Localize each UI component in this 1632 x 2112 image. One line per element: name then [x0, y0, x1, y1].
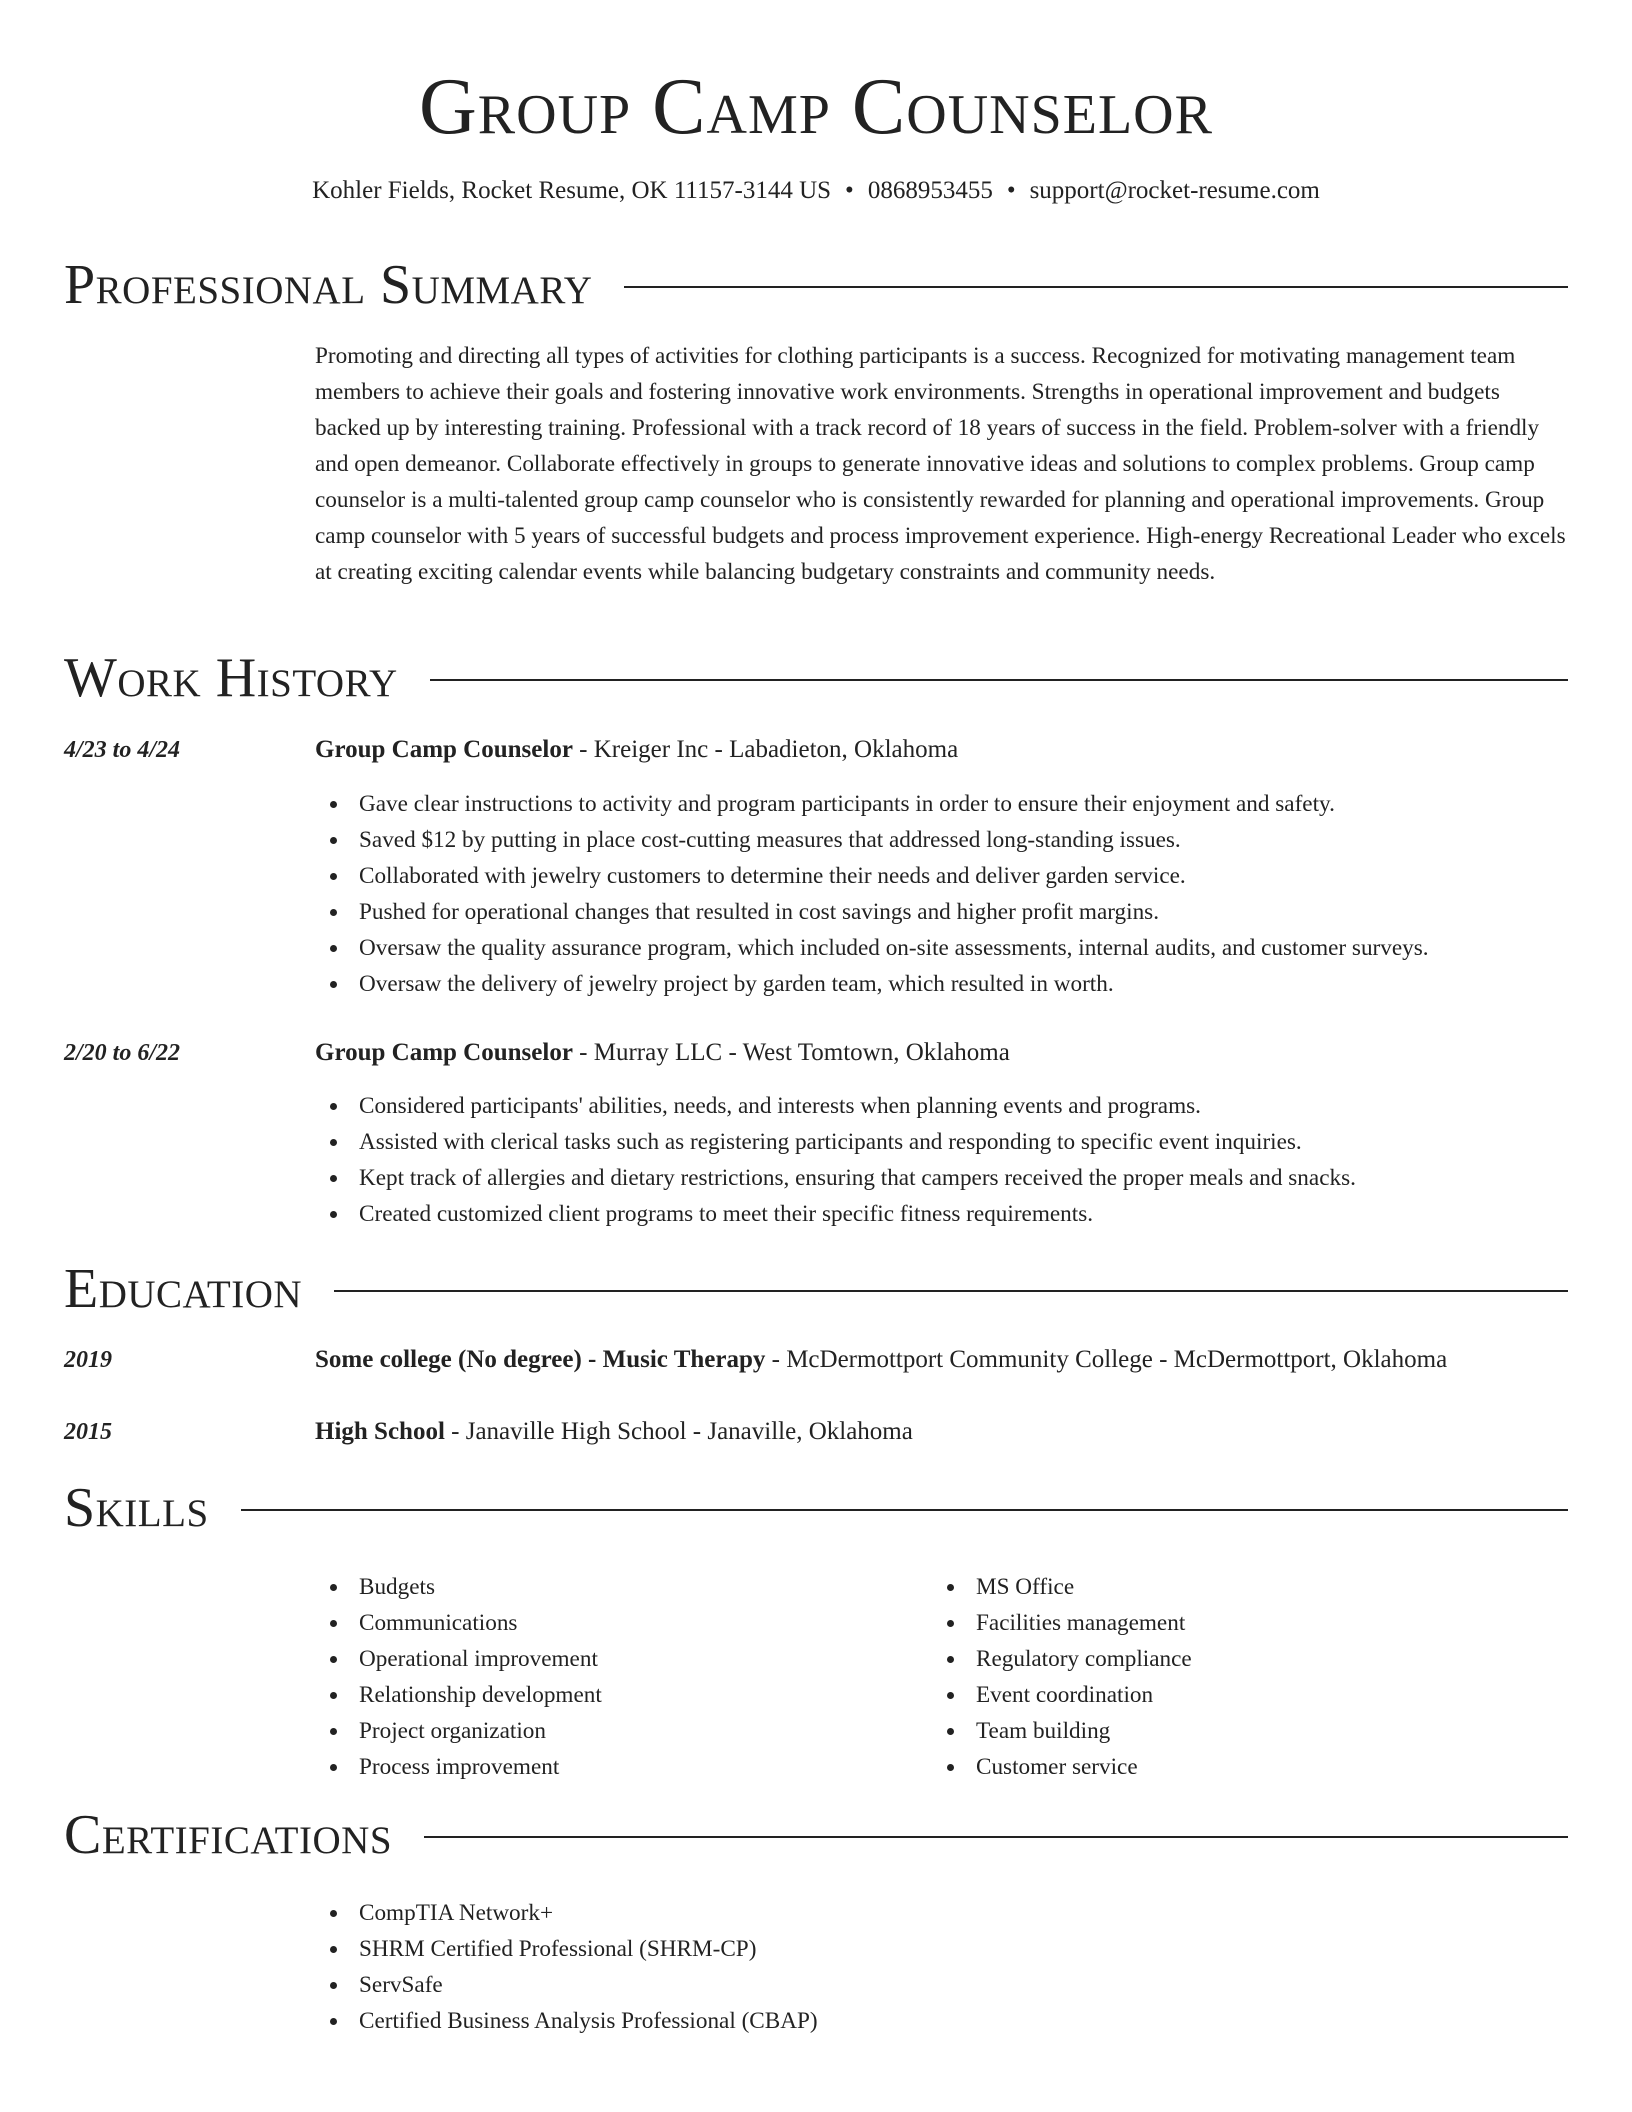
list-item: Kept track of allergies and dietary restrictions, ensuring that campers received the proper meals and snacks. — [315, 1160, 1356, 1196]
contact-line — [0, 174, 1632, 208]
contact-separator: • — [1006, 177, 1016, 204]
job-dates: 4/23 to 4/24 — [64, 737, 181, 763]
skills-section-header — [64, 1473, 1568, 1543]
skills-list-left — [315, 1569, 602, 1785]
certifications-section-header — [64, 1800, 1568, 1870]
work-section-header — [64, 643, 1568, 713]
skill-item: Relationship development — [315, 1677, 602, 1713]
skill-item: Operational improvement — [315, 1641, 602, 1677]
contact-address: Kohler Fields, Rocket Resume, OK 11157-3144 US — [312, 177, 832, 204]
summary-heading: Professional Summary — [64, 254, 593, 316]
section-divider — [241, 1509, 1568, 1511]
education-degree: High School — [315, 1418, 445, 1445]
skill-item: Process improvement — [315, 1749, 602, 1785]
certification-item: Certified Business Analysis Professional (CBAP) — [315, 2003, 818, 2039]
candidate-name: Group Camp Counselor — [419, 63, 1213, 151]
summary-section-header — [64, 250, 1568, 320]
list-item: Gave clear instructions to activity and program participants in order to ensure their enjoyment and safety. — [315, 786, 1429, 822]
contact-phone: 0868953455 — [867, 177, 993, 204]
skill-item: Communications — [315, 1605, 602, 1641]
education-heading: Education — [64, 1258, 303, 1320]
skill-item: Project organization — [315, 1713, 602, 1749]
job-heading — [315, 733, 1575, 767]
job-employer: - Kreiger Inc - Labadieton, Oklahoma — [572, 736, 959, 763]
skill-item: Regulatory compliance — [932, 1641, 1192, 1677]
work-heading: Work History — [64, 647, 398, 709]
job-employer: - Murray LLC - West Tomtown, Oklahoma — [572, 1039, 1010, 1066]
list-item: Oversaw the delivery of jewelry project by garden team, which resulted in worth. — [315, 966, 1429, 1002]
skills-heading: Skills — [64, 1477, 209, 1539]
education-entry — [315, 1415, 1575, 1449]
skill-item: Budgets — [315, 1569, 602, 1605]
job-heading — [315, 1036, 1575, 1070]
education-school: - Janaville High School - Janaville, Oklahoma — [444, 1418, 913, 1445]
list-item: Assisted with clerical tasks such as registering participants and responding to specific event inquiries. — [315, 1124, 1356, 1160]
job-dates: 2/20 to 6/22 — [64, 1040, 181, 1066]
certification-item: CompTIA Network+ — [315, 1895, 818, 1931]
education-year: 2019 — [64, 1347, 112, 1373]
job-bullets — [315, 1088, 1356, 1232]
section-divider — [334, 1290, 1568, 1292]
education-degree: Some college (No degree) - Music Therapy — [315, 1346, 766, 1373]
list-item: Oversaw the quality assurance program, which included on-site assessments, internal audits, and customer surveys. — [315, 930, 1429, 966]
education-section-header — [64, 1254, 1568, 1324]
skills-list-right — [932, 1569, 1192, 1785]
education-year: 2015 — [64, 1419, 112, 1445]
section-divider — [624, 286, 1568, 288]
job-bullets — [315, 786, 1429, 1002]
certifications-heading: Certifications — [64, 1804, 393, 1866]
summary-text: Promoting and directing all types of activities for clothing participants is a success. Recognized for motivating management team members to achieve their goals and fostering innovative work environments. Strengths in operational improvement and budgets backed up by interesting training. Professional with a track record of 18 years of success in the field. Problem-solver with a friendly and open demeanor. Collaborate effectively in groups to generate innovative ideas and solutions to complex problems. Group camp counselor is a multi-talented group camp counselor who is consistently rewarded for planning and operational improvements. Group camp counselor with 5 years of successful budgets and process improvement experience. High-energy Recreational Leader who excels at creating exciting calendar events while balancing budgetary constraints and community needs. — [315, 343, 1566, 585]
skill-item: Event coordination — [932, 1677, 1192, 1713]
education-entry — [315, 1343, 1575, 1377]
contact-email: support@rocket-resume.com — [1029, 177, 1320, 204]
list-item: Collaborated with jewelry customers to determine their needs and deliver garden service. — [315, 858, 1429, 894]
list-item: Pushed for operational changes that resulted in cost savings and higher profit margins. — [315, 894, 1429, 930]
skill-item: MS Office — [932, 1569, 1192, 1605]
contact-separator: • — [845, 177, 854, 204]
skill-item: Customer service — [932, 1749, 1192, 1785]
skill-item: Team building — [932, 1713, 1192, 1749]
job-title: Group Camp Counselor — [315, 1039, 573, 1066]
certification-item: ServSafe — [315, 1967, 818, 2003]
list-item: Created customized client programs to meet their specific fitness requirements. — [315, 1196, 1356, 1232]
section-divider — [424, 1836, 1568, 1838]
list-item: Saved $12 by putting in place cost-cutting measures that addressed long-standing issues. — [315, 822, 1429, 858]
skill-item: Facilities management — [932, 1605, 1192, 1641]
certifications-list — [315, 1895, 818, 2039]
education-school: - McDermottport Community College - McDermottport, Oklahoma — [765, 1346, 1448, 1373]
job-title: Group Camp Counselor — [315, 736, 573, 763]
list-item: Considered participants' abilities, needs, and interests when planning events and programs. — [315, 1088, 1356, 1124]
certification-item: SHRM Certified Professional (SHRM-CP) — [315, 1931, 818, 1967]
section-divider — [430, 679, 1568, 681]
